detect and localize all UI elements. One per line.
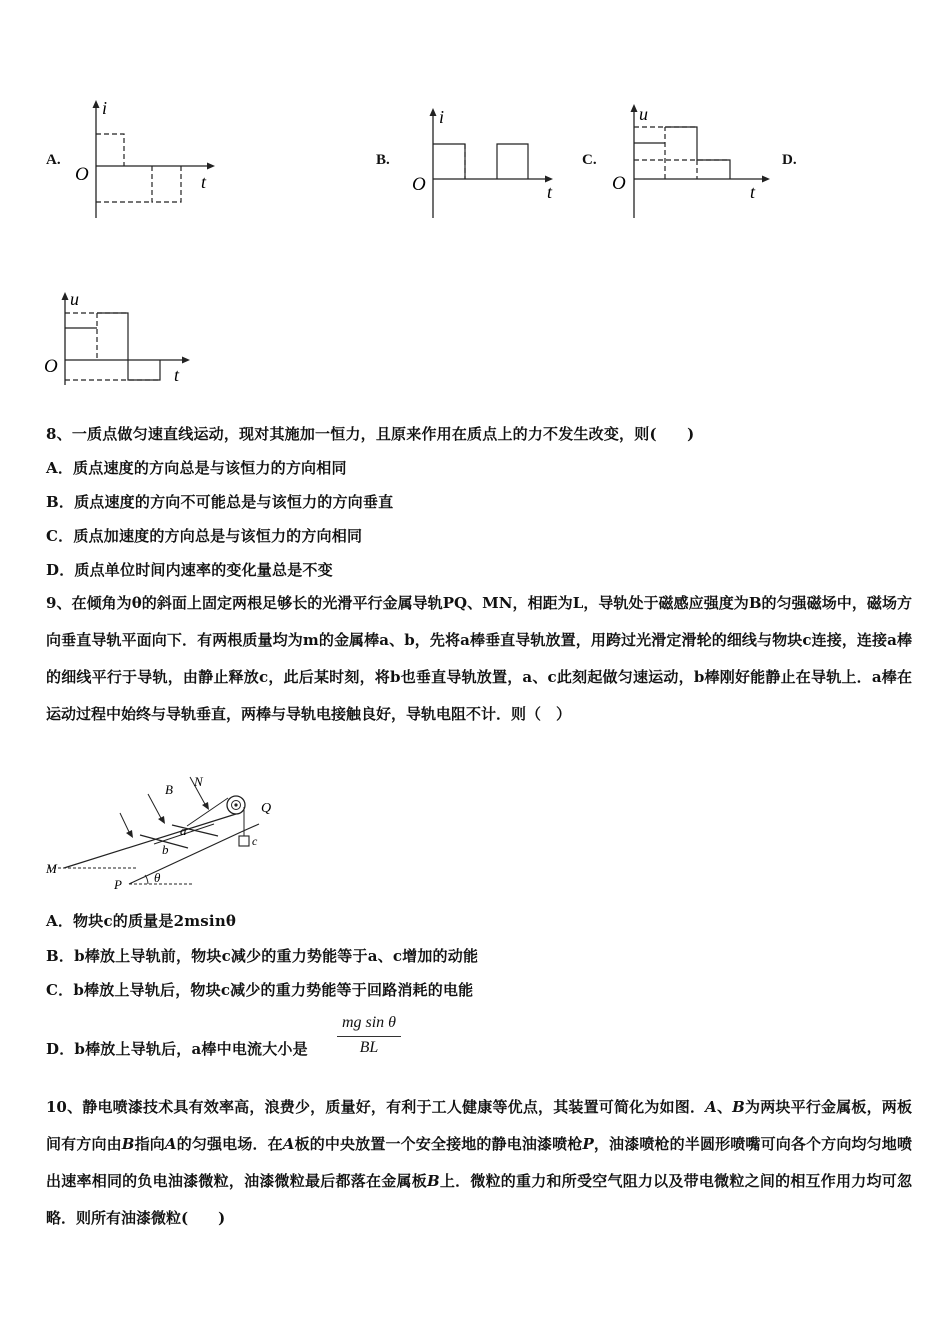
q10-text-run: 、 (716, 1098, 733, 1116)
q10-variable: A (282, 1135, 295, 1153)
q9-option-d: D．b棒放上导轨后，a棒中电流大小是 (46, 1040, 308, 1058)
label-n: N (194, 774, 203, 789)
axis-x-label: t (750, 182, 756, 202)
axis-x-label: t (547, 182, 553, 202)
rail-mn (64, 814, 236, 868)
origin-label: O (612, 173, 626, 194)
q10-text-run: 10、静电喷漆技术具有效率高，浪费少，质量好，有利于工人健康等优点，其装置可简化为如图． (46, 1098, 706, 1116)
q10-variable: B (426, 1172, 440, 1190)
axis-y-label: i (439, 107, 445, 127)
label-b-field: B (165, 782, 173, 797)
q10-variable: A (705, 1098, 717, 1116)
q10-text-run: 上．微粒的重力和所受空气阻力以及带电微粒之间的相互作用力均可忽略．则所有油漆微粒( ) (46, 1172, 912, 1227)
origin-label: O (44, 356, 58, 377)
label-q: Q (261, 801, 272, 816)
origin-label: O (412, 174, 426, 195)
axis-x-label: t (174, 365, 180, 385)
fraction-denominator: BL (359, 1039, 379, 1056)
option-a-label: A. (46, 152, 61, 168)
block-c (239, 836, 249, 846)
option-d-label: D. (782, 152, 797, 168)
label-c: c (252, 834, 258, 848)
graph-a (66, 96, 226, 221)
label-m: M (46, 861, 57, 876)
q10-stem (46, 1089, 912, 1237)
label-b-rod: b (162, 842, 169, 857)
q8-option-a: A．质点速度的方向总是与该恒力的方向相同 (46, 459, 347, 477)
q10-text-run: 指向 (134, 1135, 165, 1153)
fraction-numerator: mg sin θ (341, 1014, 397, 1031)
label-theta: θ (154, 870, 161, 885)
graph-d (42, 288, 202, 388)
axis-y-label: u (639, 104, 648, 124)
q10-text-run: 为两块平行金属板，两板间有方向由 (46, 1098, 912, 1153)
label-p: P (114, 877, 122, 892)
q10-variable: B (121, 1135, 135, 1153)
q10-variable: A (164, 1135, 177, 1153)
q8-option-c: C．质点加速度的方向总是与该恒力的方向相同 (46, 527, 363, 545)
q9-option-c: C．b棒放上导轨后，物块c减少的重力势能等于回路消耗的电能 (46, 981, 474, 999)
q8-option-d: D．质点单位时间内速率的变化量总是不变 (46, 561, 333, 579)
q9-option-a: A．物块c的质量是2msinθ (46, 912, 237, 930)
graph-c (606, 100, 776, 222)
origin-label: O (75, 164, 89, 185)
q10-variable: P (582, 1135, 594, 1153)
q9-figure (44, 772, 284, 894)
q9-stem: 9、在倾角为θ的斜面上固定两根足够长的光滑平行金属导轨PQ、MN，相距为L，导轨处于磁感应强度为B的匀强磁场中，磁场方向垂直导轨平面向下．有两根质量均为m的金属棒a、b，先将a棒垂直导轨放置，用跨过光滑定滑轮的细线与物块c连接，连接a棒的细线平行于导轨，由静止释放c，此后某时刻，将b也垂直导轨放置，a、c此刻起做匀速运动，b棒刚好能静止在导轨上．a棒在运动过程中始终与导轨垂直，两棒与导轨电接触良好，导轨电阻不计．则（ ） (46, 594, 912, 723)
axis-y-label: u (70, 289, 79, 309)
q8-option-b: B．质点速度的方向不可能总是与该恒力的方向垂直 (46, 493, 394, 511)
label-a: a (180, 823, 187, 838)
q10-text-run: ，油漆喷枪的半圆形喷嘴可向各个方向均匀地喷出速率相同的负电油漆微粒，油漆微粒最后都落在金属板 (46, 1135, 912, 1190)
fraction (333, 1012, 405, 1059)
option-b-label: B. (376, 152, 390, 168)
axis-x-label: t (201, 172, 207, 192)
option-c-label: C. (582, 152, 597, 168)
q10-text-run: 的匀强电场．在 (176, 1135, 283, 1153)
q9-option-b: B．b棒放上导轨前，物块c减少的重力势能等于a、c增加的动能 (46, 947, 479, 965)
axis-y-label: i (102, 98, 108, 118)
q8-stem: 8、一质点做匀速直线运动，现对其施加一恒力，且原来作用在质点上的力不发生改变，则( ) (46, 425, 695, 443)
graph-b (404, 104, 564, 222)
q10-text-run: 板的中央放置一个安全接地的静电油漆喷枪 (294, 1135, 583, 1153)
q10-variable: B (732, 1098, 745, 1116)
